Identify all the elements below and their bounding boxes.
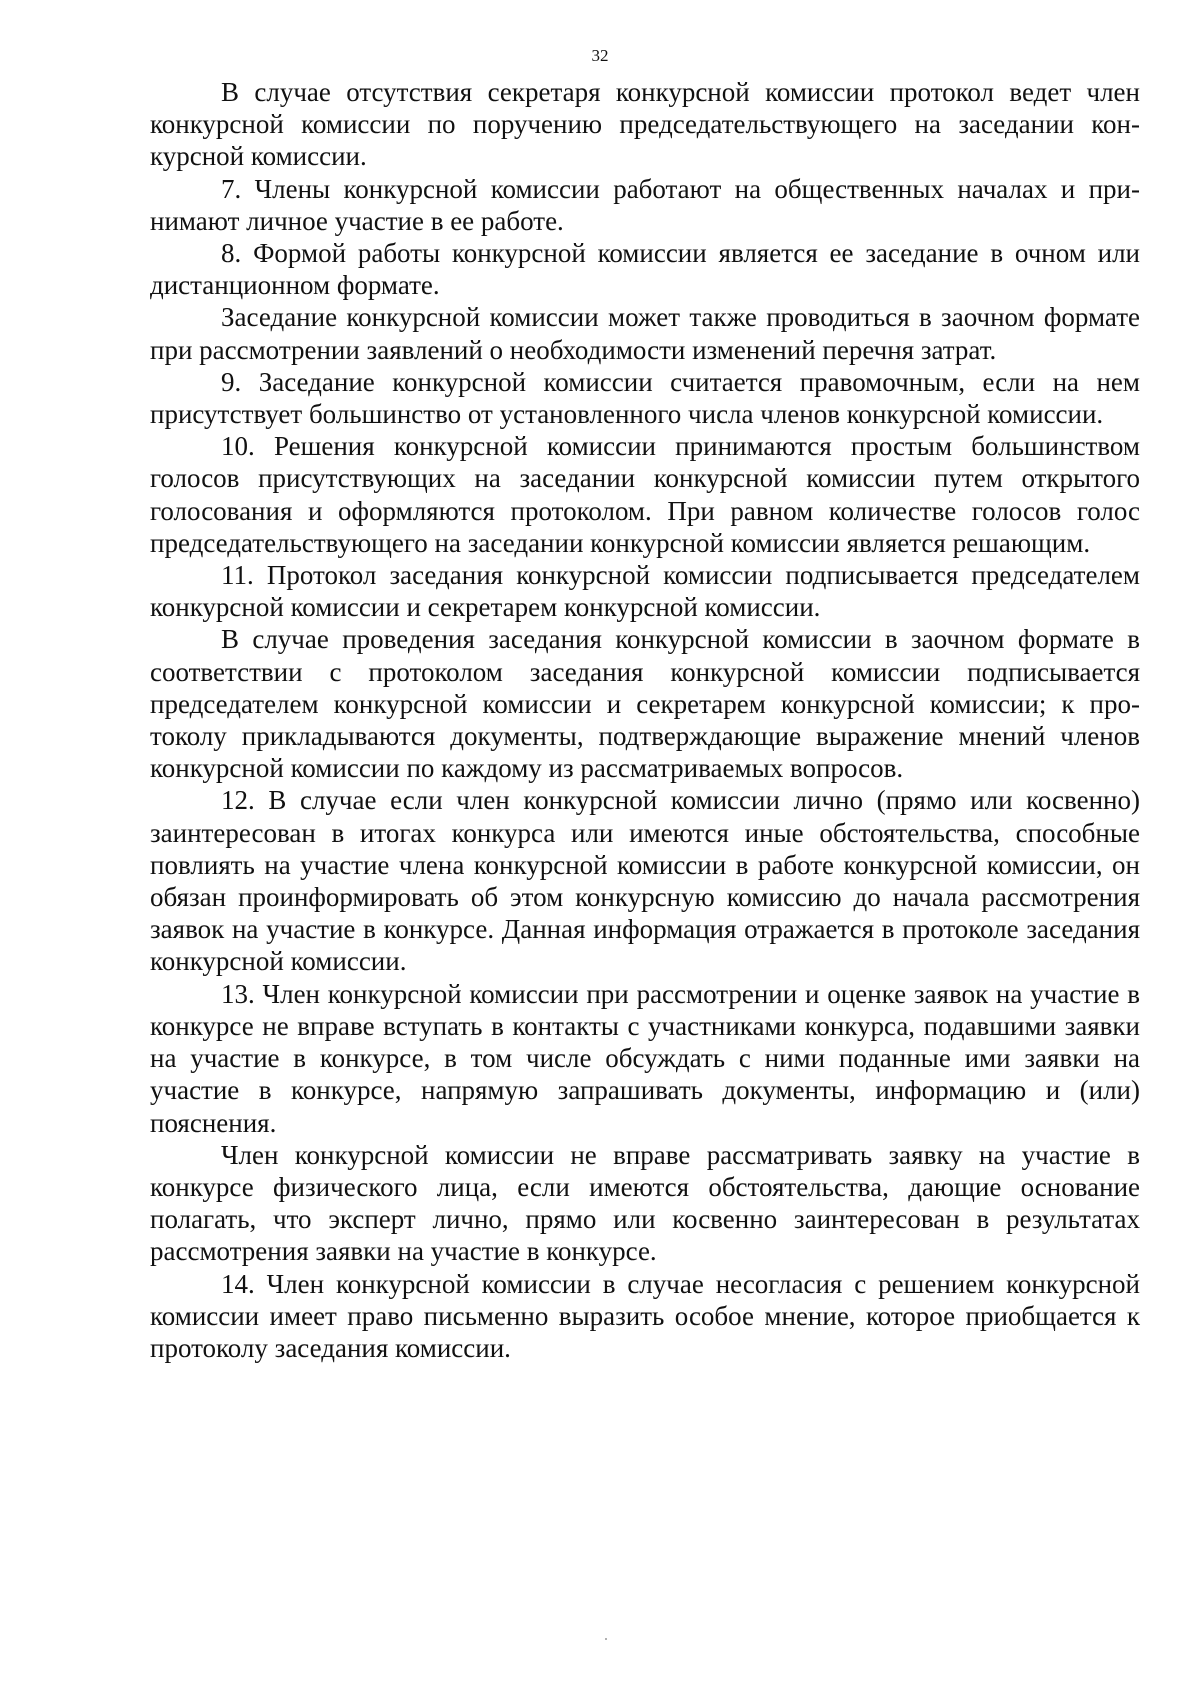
paragraph-13: 13. Член конкурсной комиссии при рассмотрении и оценке заявок на участие в конкурсе не вправе вступать в контакты с участниками конкурса, подавшими заявки на участие в конкурсе, в том числе обсуждать с ними поданные ими заявки на участие в конкурсе, напрямую запрашивать документы, информацию и (или) пояснения. (150, 978, 1140, 1138)
paragraph-11: 11. Протокол заседания конкурсной комиссии подписывается председателем конкурсной комиссии и секретарем конкурсной комиссии. (150, 560, 1140, 623)
paragraph-8-remote-format: Заседание конкурсной комиссии может также проводиться в заочном формате при рассмотрении заявлений о необходимости изменений перечня затрат. (150, 302, 1140, 365)
paragraph-11-remote-format: В случае проведения заседания конкурсной комиссии в заочном формате в соответствии с протоколом заседания конкурсной комиссии подписывается председателем конкурсной комиссии и секретарем конкурсной комиссии; к протоколу прикладываются документы, подтверждающие выражение мнений членов конкурсной комиссии по каждому из рассматриваемых вопросов. (150, 624, 1140, 784)
scan-dot-mark (605, 1638, 607, 1640)
paragraph-8: 8. Формой работы конкурсной комиссии является ее заседание в очном или дистанционном формате. (150, 238, 1140, 301)
paragraph-12: 12. В случае если член конкурсной комиссии лично (прямо или косвенно) заинтересован в итогах конкурса или имеются иные обстоятельства, способные повлиять на участие члена конкурсной комиссии в работе конкурсной комиссии, он обязан проинформировать об этом конкурсную комиссию до начала рассмотрения заявок на участие в конкурсе. Данная информация отражается в протоколе заседания конкурсной комиссии. (150, 785, 1140, 977)
document-body (150, 76, 1140, 1364)
paragraph-14: 14. Член конкурсной комиссии в случае несогласия с решением конкурсной комиссии имеет право письменно выразить особое мнение, которое приобщается к протоколу заседания комиссии. (150, 1268, 1140, 1363)
paragraph-13-conflict: Член конкурсной комиссии не вправе рассматривать заявку на участие в конкурсе физического лица, если имеются обстоятельства, дающие основание полагать, что эксперт лично, прямо или косвенно заинтересован в результатах рассмотрения заявки на участие в конкурсе. (150, 1139, 1140, 1267)
paragraph-secretary-absence: В случае отсутствия секретаря конкурсной комиссии протокол ведет член конкурсной комиссии по поручению председательствующего на заседании конкурсной комиссии. (150, 77, 1140, 172)
paragraph-9: 9. Заседание конкурсной комиссии считается правомочным, если на нем присутствует большинство от установленного числа членов конкурсной комиссии. (150, 366, 1140, 430)
paragraph-7: 7. Члены конкурсной комиссии работают на общественных началах и принимают личное участие в ее работе. (150, 173, 1140, 236)
paragraph-10: 10. Решения конкурсной комиссии принимаются простым большинством голосов присутствующих на заседании конкурсной комиссии путем открытого голосования и оформляются протоколом. При равном количестве голосов голос председательствующего на заседании конкурсной комиссии является решающим. (150, 431, 1140, 558)
page-number: 32 (591, 46, 609, 65)
